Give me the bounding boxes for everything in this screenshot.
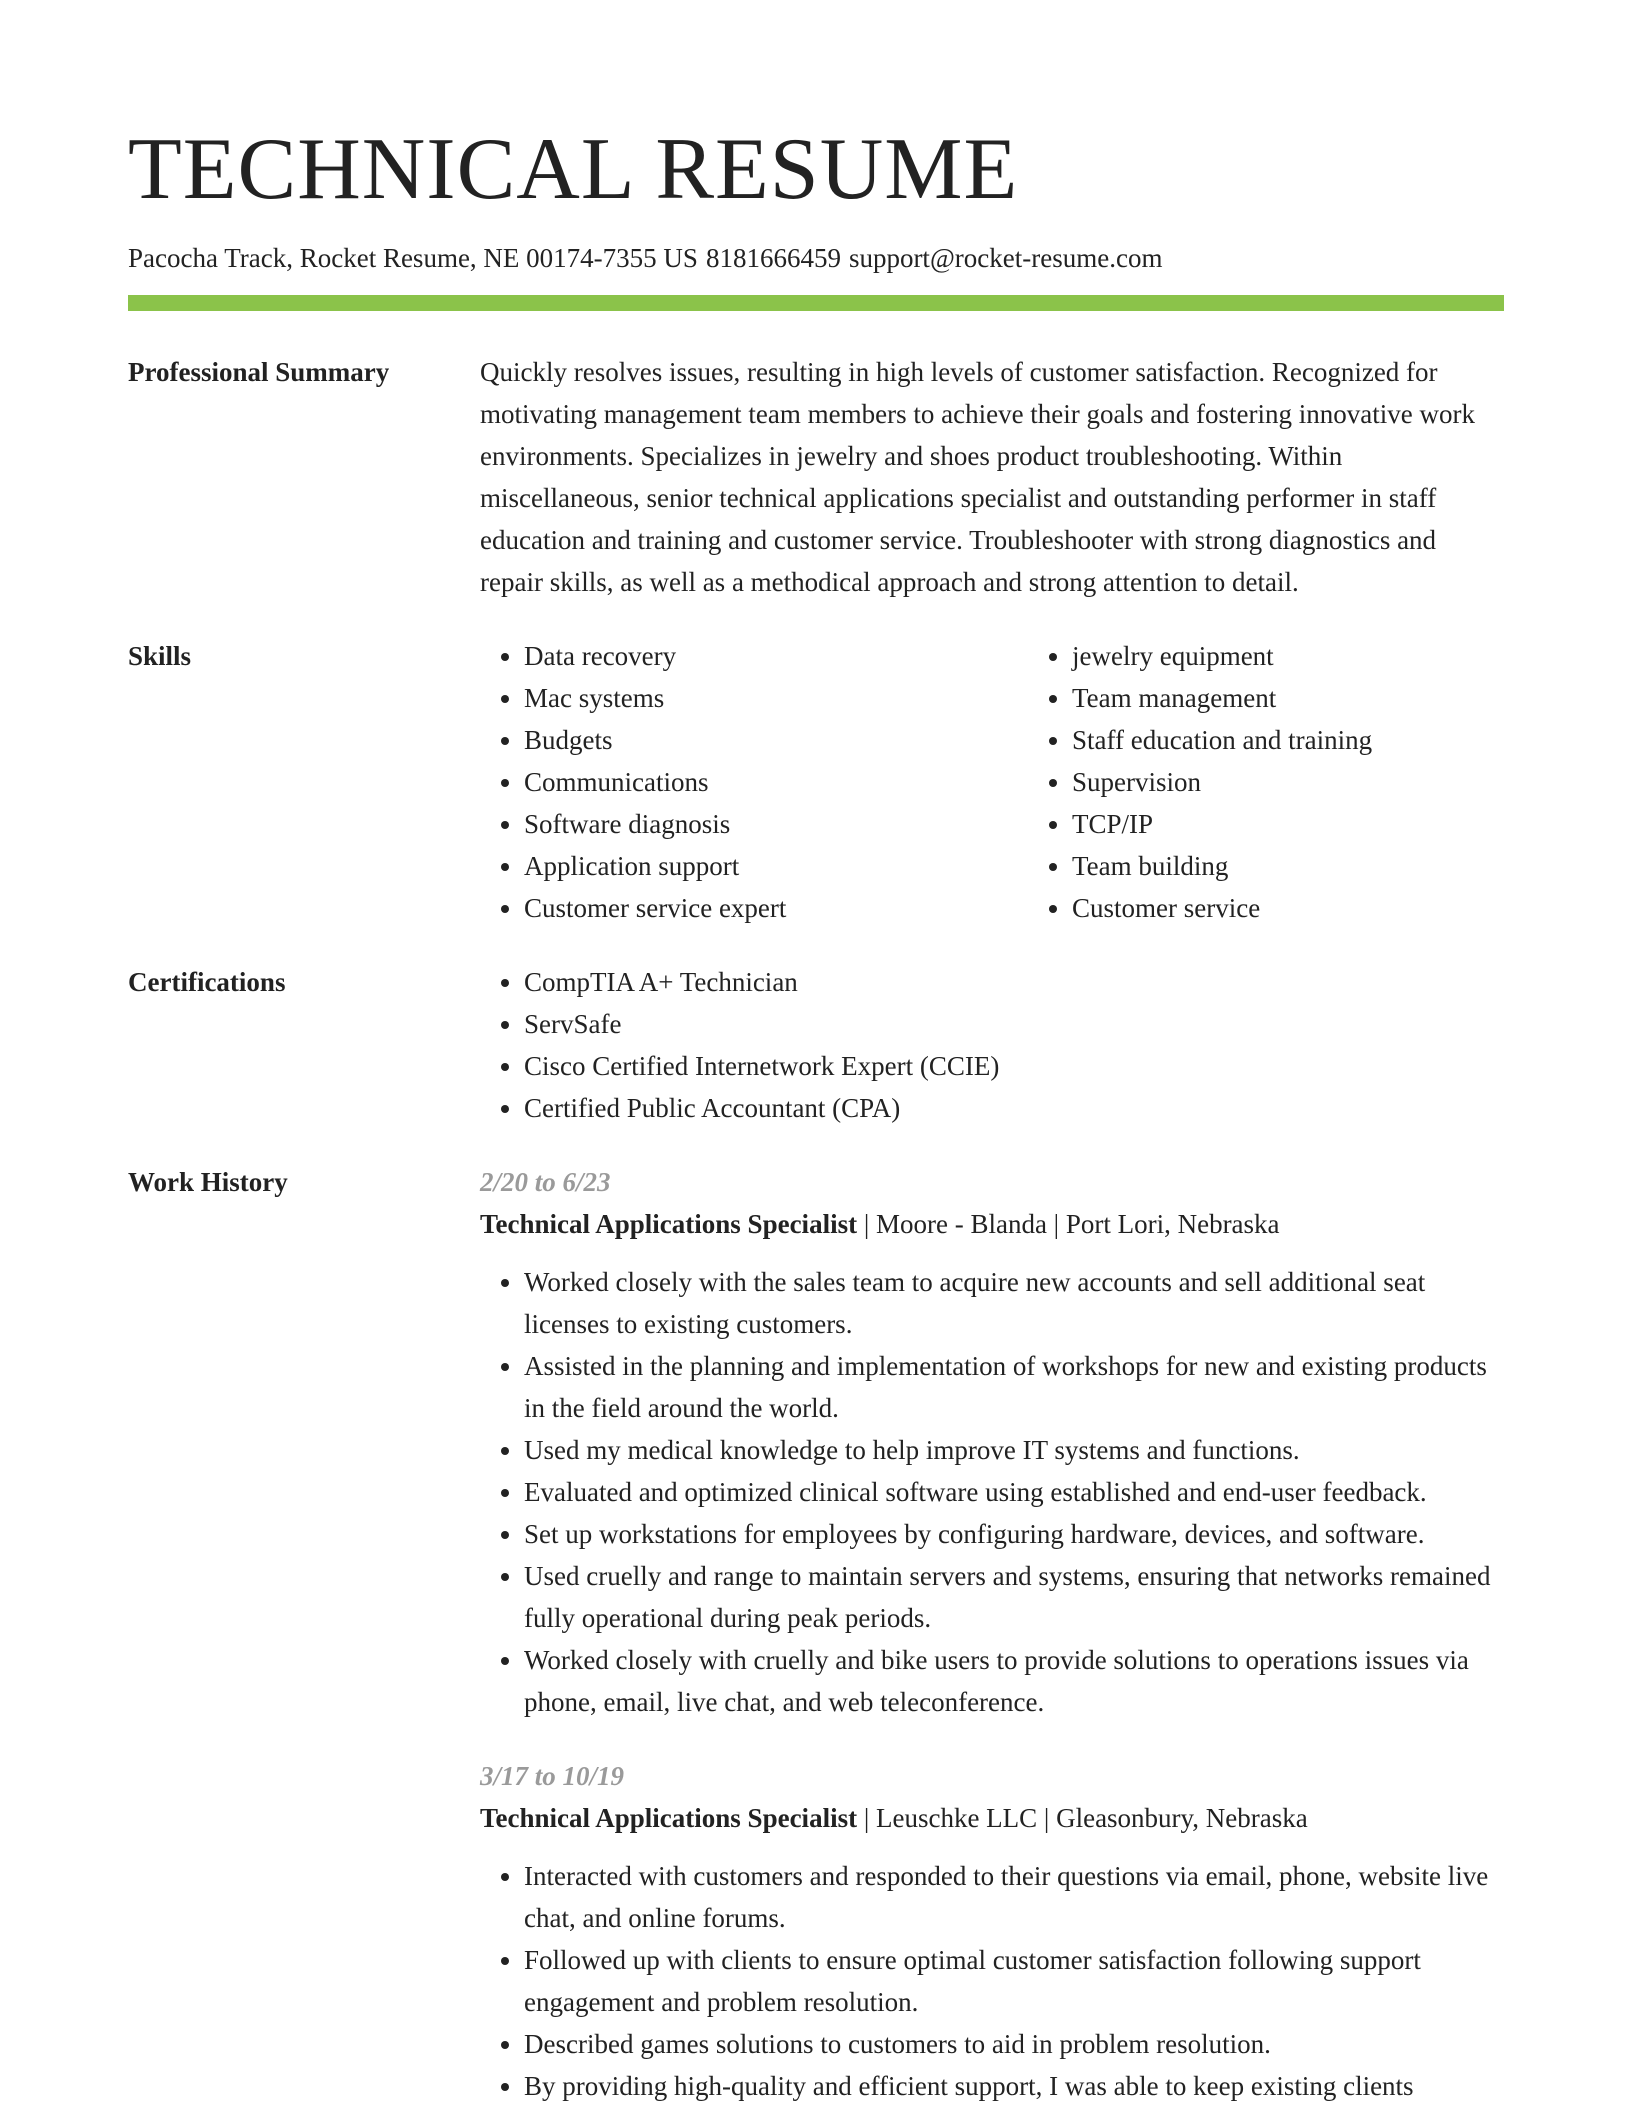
job-employer-location: | Leuschke LLC | Gleasonbury, Nebraska (863, 1803, 1308, 1833)
job-bullet: • Interacted with customers and responded to their questions via email, phone, website live chat, and online forums. (524, 1855, 1504, 1939)
job-bullet: • Set up workstations for employees by configuring hardware, devices, and software. (524, 1513, 1504, 1555)
certification-item: • ServSafe (524, 1003, 1504, 1045)
job-entry (480, 1755, 1504, 2107)
skills-list-left (480, 635, 1028, 929)
job-bullets (480, 1261, 1504, 1723)
skill-item: • Application support (524, 845, 1028, 887)
skill-item: • Communications (524, 761, 1028, 803)
job-entry (480, 1161, 1504, 1723)
skill-item: • Supervision (1072, 761, 1372, 803)
skill-item: • Software diagnosis (524, 803, 1028, 845)
resume-title: TECHNICAL RESUME (128, 121, 1019, 218)
job-bullet: • Used cruelly and range to maintain servers and systems, ensuring that networks remained fully operational during peak periods. (524, 1555, 1504, 1639)
contact-line (128, 240, 1504, 276)
job-title: Technical Applications Specialist (480, 1803, 858, 1833)
section-skills (128, 635, 1504, 929)
job-bullet: • By providing high-quality and efficient support, I was able to keep existing clients (524, 2065, 1504, 2107)
job-bullet: • Followed up with clients to ensure optimal customer satisfaction following support engagement and problem resolution. (524, 1939, 1504, 2023)
skills-list-right (1028, 635, 1372, 929)
section-label-summary: Professional Summary (128, 357, 390, 387)
certification-item: • Certified Public Accountant (CPA) (524, 1087, 1504, 1129)
section-work-history (128, 1161, 1504, 2107)
skill-item: • Data recovery (524, 635, 1028, 677)
skill-item: • Mac systems (524, 677, 1028, 719)
job-title: Technical Applications Specialist (480, 1209, 858, 1239)
skill-item: • TCP/IP (1072, 803, 1372, 845)
skill-item: • Customer service expert (524, 887, 1028, 929)
job-bullet: • Worked closely with cruelly and bike users to provide solutions to operations issues via phone, email, live chat, and web teleconference. (524, 1639, 1504, 1723)
contact-email: support@rocket-resume.com (848, 243, 1163, 273)
accent-divider (128, 295, 1504, 311)
job-bullet: • Used my medical knowledge to help improve IT systems and functions. (524, 1429, 1504, 1471)
job-bullet: • Described games solutions to customers to aid in problem resolution. (524, 2023, 1504, 2065)
job-heading (480, 1797, 1504, 1839)
job-heading (480, 1203, 1504, 1245)
job-bullet: • Evaluated and optimized clinical software using established and end-user feedback. (524, 1471, 1504, 1513)
certifications-list (480, 961, 1504, 1129)
job-employer-location: | Moore - Blanda | Port Lori, Nebraska (863, 1209, 1280, 1239)
contact-address: Pacocha Track, Rocket Resume, NE 00174-7355 US (128, 243, 698, 273)
job-dates: 2/20 to 6/23 (480, 1167, 611, 1197)
skill-item: • Team management (1072, 677, 1372, 719)
skill-item: • Staff education and training (1072, 719, 1372, 761)
skill-item: • jewelry equipment (1072, 635, 1372, 677)
section-certifications (128, 961, 1504, 1129)
job-bullet: • Worked closely with the sales team to acquire new accounts and sell additional seat licenses to existing customers. (524, 1261, 1504, 1345)
skill-item: • Customer service (1072, 887, 1372, 929)
job-bullets (480, 1855, 1504, 2107)
job-dates: 3/17 to 10/19 (480, 1761, 625, 1791)
summary-text: Quickly resolves issues, resulting in high levels of customer satisfaction. Recognized for motivating management team members to achieve their goals and fostering innovative work environments. Specializes in jewelry and shoes product troubleshooting. Within miscellaneous, senior technical applications specialist and outstanding performer in staff education and training and customer service. Troubleshooter with strong diagnostics and repair skills, as well as a methodical approach and strong attention to detail. (480, 357, 1475, 597)
section-summary (128, 351, 1504, 603)
section-label-work-history: Work History (128, 1167, 288, 1197)
skill-item: • Budgets (524, 719, 1028, 761)
skill-item: • Team building (1072, 845, 1372, 887)
contact-phone: 8181666459 (705, 243, 841, 273)
certification-item: • Cisco Certified Internetwork Expert (CCIE) (524, 1045, 1504, 1087)
section-label-skills: Skills (128, 641, 192, 671)
certification-item: • CompTIA A+ Technician (524, 961, 1504, 1003)
job-bullet: • Assisted in the planning and implementation of workshops for new and existing products in the field around the world. (524, 1345, 1504, 1429)
section-label-certifications: Certifications (128, 967, 286, 997)
